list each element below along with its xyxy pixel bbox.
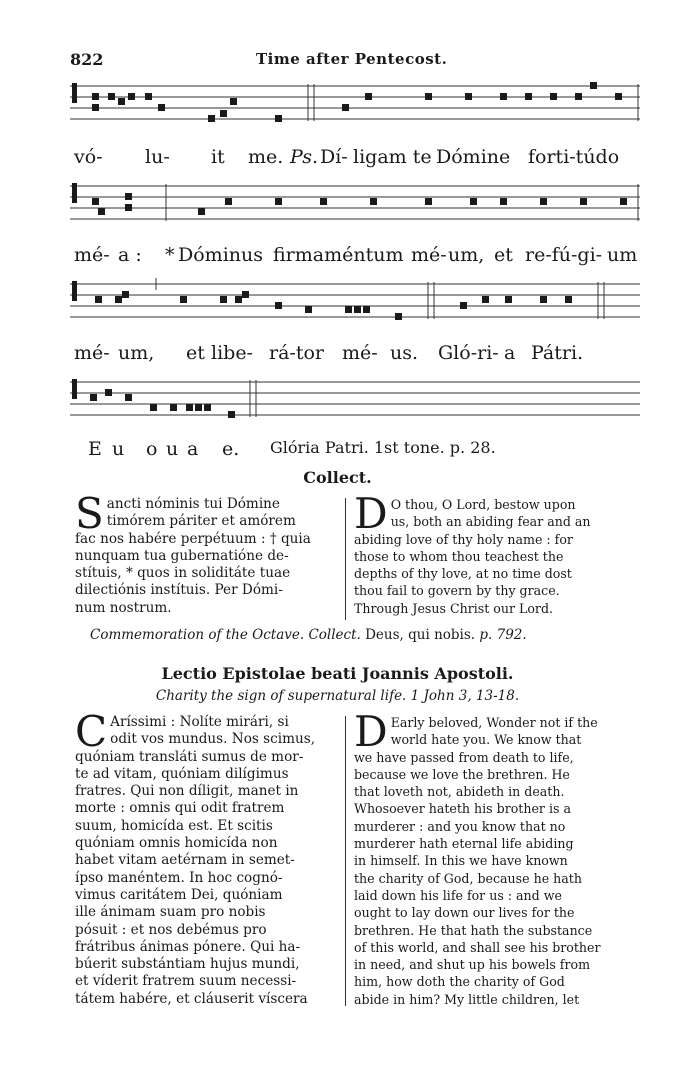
syllable: u [166,438,179,460]
column-divider [345,716,346,1006]
syllable: um, [448,244,485,266]
dropcap: D [354,707,388,756]
asterisk: * [165,244,175,266]
syllable: u [112,438,125,460]
text-line: murderer hath eternal life abiding [354,836,574,852]
syllable: rá-tor [269,342,324,364]
chant-lyrics-1 [70,146,640,170]
dropcap: D [354,489,388,538]
text-line: búerit substántiam hujus mundi, [75,956,300,973]
syllable: re-fú-gi- [525,244,603,266]
syllable: Dí- [320,146,348,168]
lectio-heading: Lectio Epistolae beati Joannis Apostoli. [161,664,514,683]
syllable: mé- [74,244,110,266]
syllable: e. [222,438,240,460]
text-line: Aríssimi : Nolíte mirári, si [110,714,289,730]
syllable: it [211,146,225,168]
text-line: fratres. Qui non díligit, manet in [75,783,299,800]
syllable: a [504,342,516,364]
dropcap: S [75,489,104,538]
chant-staff-4 [70,374,640,424]
syllable: Pátri. [531,342,584,364]
syllable: lu- [145,146,170,168]
text-line: Whosoever hateth his brother is a [354,801,571,817]
syllable: me. [248,146,284,168]
collect-latin [75,489,337,617]
text-line: abide in him? My little children, let [354,991,580,1007]
gloria-patri-reference: Glória Patri. 1st tone. p. 28. [270,438,496,457]
text-line: of this world, and shall see his brother [354,939,601,955]
text-line: him, how doth the charity of God [354,974,565,990]
syllable: mé- [74,342,110,364]
text-line: pósuit : et nos debémus pro [75,921,267,938]
syllable: firmaméntum [273,244,404,266]
text-line: in himself. In this we have known [354,853,568,869]
syllable: o [146,438,158,460]
syllable: us. [390,342,419,364]
page-number: 822 [70,50,104,69]
text-line: we have passed from death to life, [354,749,574,765]
text-line: frátribus ánimas pónere. Qui ha- [75,938,301,955]
chant-lyrics-2 [70,244,640,268]
text-line: suum, homicída est. Et scitis [75,817,273,834]
text-line: those to whom thou teachest the [354,548,564,564]
text-line: nunquam tua gubernatióne de- [75,547,289,564]
text-line: dilectiónis instítuis. Per Dómi- [75,582,283,599]
text-line: ille ánimam suam pro nobis [75,904,266,921]
syllable: mé- [342,342,378,364]
syllable: et [186,342,205,364]
syllable: a : [118,244,142,266]
text-line: abiding love of thy holy name : for [354,531,573,547]
text-line: timórem páriter et amórem [106,513,296,530]
syllable: forti-túdo [528,146,620,168]
text-line: quóniam transláti sumus de mor- [75,748,304,765]
text-line: O thou, O Lord, bestow upon [390,497,576,512]
text-line: us, both an abiding fear and an [390,514,591,530]
text-line: brethren. He that hath the substance [354,922,593,938]
syllable: um [607,244,638,266]
text-line: quóniam omnis homicída non [75,835,278,852]
text-line: odit vos mundus. Nos scimus, [110,731,316,748]
text-line: stítuis, * quos in soliditáte tuae [75,565,291,582]
commemoration-incipit: Deus, qui nobis. [365,627,476,643]
text-line: ought to lay down our lives for the [354,905,575,921]
syllable: vó- [74,146,103,168]
text-line: fac nos habére perpétuum : † quia [75,530,311,547]
syllable: libe- [211,342,253,364]
page-title: Time after Pentecost. [256,50,448,68]
text-line: the charity of God, because he hath [354,870,582,886]
chant-staff-3 [70,276,640,326]
text-line: et víderit fratrem suum necessi- [75,973,297,990]
column-divider [345,498,346,620]
text-line: that loveth not, abideth in death. [354,784,565,800]
dropcap: C [75,707,108,756]
psalm-marker: Ps. [290,146,319,168]
lectio-latin [75,707,337,1008]
text-line: Through Jesus Christ our Lord. [354,600,554,616]
syllable: um, [118,342,155,364]
commemoration-page-ref: p. 792. [479,627,527,643]
commemoration-line [90,627,527,643]
syllable: ligam te [353,146,432,168]
syllable: mé- [411,244,447,266]
collect-english [354,489,637,617]
syllable: Dóminus [178,244,263,266]
text-line: depths of thy love, at no time dost [354,566,572,582]
collect-heading: Collect. [303,468,372,487]
chant-staff-1 [70,78,640,128]
chant-staff-2 [70,178,640,228]
text-line: habet vitam aetérnam in semet- [75,852,295,869]
text-line: num nostrum. [75,599,172,616]
text-line: world hate you. We know that [390,732,582,748]
text-line: morte : omnis qui odit fratrem [75,800,285,817]
running-header [70,50,640,72]
text-line: murderer : and you know that no [354,818,566,834]
text-line: vimus caritátem Dei, quóniam [75,886,283,903]
lectio-subtitle: Charity the sign of supernatural life. 1 John 3, 13-18. [155,688,520,704]
text-line: ancti nóminis tui Dómine [106,496,280,512]
syllable: et [494,244,513,266]
syllable: a [187,438,199,460]
syllable: Dómine [436,146,511,168]
text-line: te ad vitam, quóniam dilígimus [75,765,289,782]
text-line: thou fail to govern by thy grace. [354,583,560,599]
text-line: ípso manéntem. In hoc cognó- [75,869,283,886]
text-line: in need, and shut up his bowels from [354,957,591,973]
text-line: Early beloved, Wonder not if the [390,715,598,730]
syllable: Gló-ri- [438,342,499,364]
syllable: E [88,438,102,460]
lectio-english [354,707,637,1008]
chant-lyrics-3 [70,342,640,366]
text-line: tátem habére, et cláuserit víscera [75,990,308,1007]
text-line: laid down his life for us : and we [354,887,562,903]
text-line: because we love the brethren. He [354,766,570,782]
commemoration-italic: Commemoration of the Octave. Collect. [90,627,361,643]
